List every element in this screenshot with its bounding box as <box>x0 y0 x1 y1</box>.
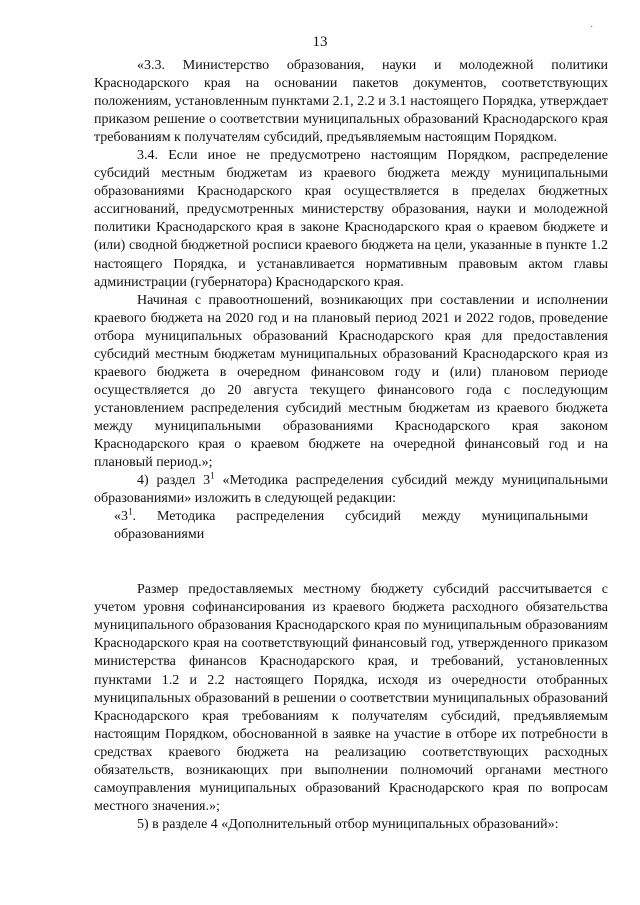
heading-text-b: . Методика распределения субсидий между муниципальными образованиями <box>114 509 588 543</box>
paragraph-item-5: 5) в разделе 4 «Дополнительный отбор муниципальных образований»: <box>137 816 559 832</box>
paragraph-selection-rules: Начиная с правоотношений, возникающих при составлении и исполнении краевого бюджета на 2020 год и на плановый период 2021 и 2022 годов, проведение отбора муниципальных образований Краснодарского края для предоставления субсидий местным бюджетам муниципальных образований Краснодарского края из краевого бюджета в очередном финансовом году и (или) плановом периоде осуществляется до 20 августа текущего финансового года с последующим установлением распределения субсидий местным бюджетам из краевого бюджета между муниципальными образованиями Краснодарского края законом Краснодарского края о краевом бюджете на очередной финансовый год и на плановый период.»; <box>94 292 608 471</box>
blank-spacer <box>94 544 608 581</box>
section-heading <box>94 508 608 544</box>
paragraph-3-4: 3.4. Если иное не предусмотрено настоящим Порядком, распределение субсидий местным бюджетам из краевого бюджета между муниципальными образованиями Краснодарского края осуществляется в пределах бюджетных ассигнований, предусмотренных министерству образования, науки и молодежной политики Краснодарского края в законе Краснодарского края о краевом бюджете и (или) сводной бюджетной росписи краевого бюджета на цели, указанные в пункте 1.2 настоящего Порядка, и устанавливается нормативным правовым актом главы администрации (губернатора) Краснодарского края. <box>94 148 608 290</box>
item-4-superscript: 1 <box>210 470 215 481</box>
paragraph-item-4 <box>94 472 608 508</box>
heading-superscript: 1 <box>128 506 133 517</box>
paragraph-3-3: «3.3. Министерство образования, науки и молодежной политики Краснодарского края на основании пакетов документов, соответствующих положениям, установленным пунктами 2.1, 2.2 и 3.1 настоящего Порядка, утверждает приказом решение о соответствии муниципальных образований Краснодарского края требованиям к получателям субсидий, предъявляемым настоящим Порядком. <box>94 58 608 146</box>
heading-text-a: «3 <box>114 509 128 525</box>
paragraph-subsidy-size: Размер предоставляемых местному бюджету субсидий рассчитывается с учетом уровня софинансирования из краевого бюджета расходного обязательства муниципального образования Краснодарского края по муниципальным образованиям Краснодарского края на соответствующий финансовый год, утвержденного приказом министерства финансов Краснодарского края, и требований, установленных пунктами 1.2 и 2.2 настоящего Порядка, исходя из очередности отобранных муниципальных образований в решении о соответствии муниципальных образований Краснодарского края требованиям к получателям субсидий, предъявляемым настоящим Порядком, обоснованной в заявке на участие в отборе их потребности в средствах краевого бюджета на реализацию соответствующих расходных обязательств, возникающих при выполнении полномочий органами местного самоуправления муниципальных образований Краснодарского края по вопросам местного значения.»; <box>94 582 608 814</box>
document-body <box>94 57 608 834</box>
item-4-text-b: «Методика распределения субсидий между муниципальными образованиями» изложить в следующей редакции: <box>94 473 608 507</box>
page-number: 13 <box>312 34 328 50</box>
corner-mark: · <box>590 22 594 33</box>
item-4-text-a: 4) раздел 3 <box>137 473 211 489</box>
